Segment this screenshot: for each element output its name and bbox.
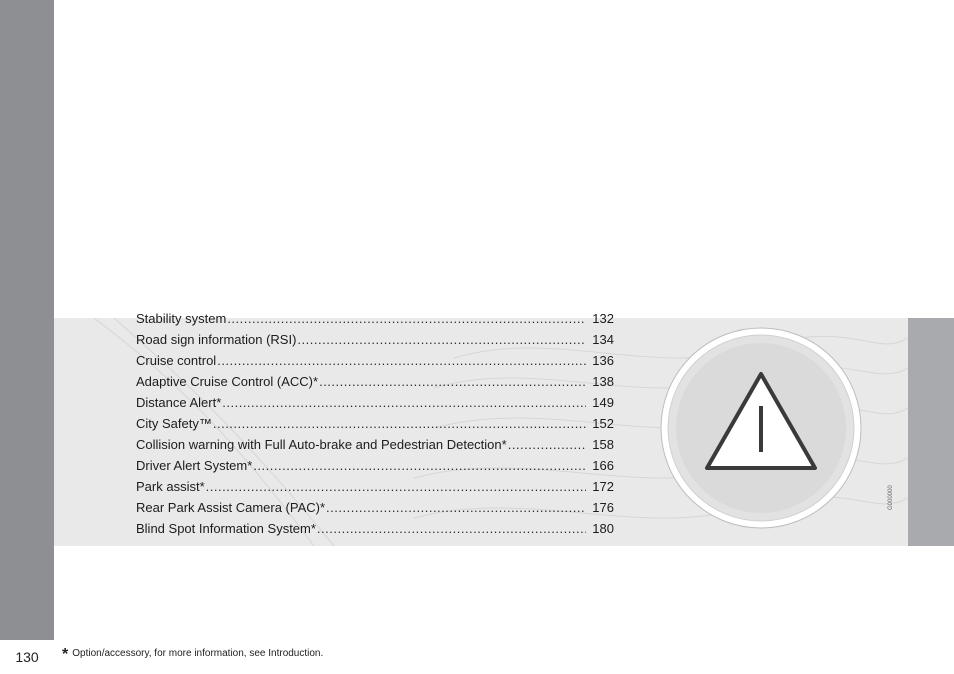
toc-entry[interactable] — [136, 455, 614, 476]
toc-title: City Safety™ — [136, 416, 212, 431]
footnote-symbol: * — [62, 646, 69, 663]
chapter-sidebar — [0, 0, 54, 674]
illustration-ref-code: G000000 — [888, 485, 894, 510]
toc-title: Stability system — [136, 311, 227, 326]
footnote-text: Option/accessory, for more information, see Introduction. — [72, 648, 324, 659]
toc-page: 158 — [592, 437, 614, 452]
toc-page: 134 — [592, 332, 614, 347]
toc-page: 138 — [592, 374, 614, 389]
toc-entry[interactable] — [136, 350, 614, 371]
toc-page: 136 — [592, 353, 614, 368]
toc-title: Rear Park Assist Camera (PAC)* — [136, 500, 326, 515]
page-number: 130 — [0, 640, 54, 674]
toc-page: 180 — [592, 521, 614, 536]
toc-title: Collision warning with Full Auto-brake and Pedestrian Detection* — [136, 437, 507, 452]
toc-entry[interactable] — [136, 413, 614, 434]
toc-page: 132 — [592, 311, 614, 326]
toc-title: Blind Spot Information System* — [136, 521, 316, 536]
warning-triangle-icon — [660, 327, 862, 529]
footnote — [62, 646, 323, 664]
chapter-tab — [908, 318, 954, 546]
toc-entry[interactable] — [136, 392, 614, 413]
toc-entry[interactable] — [136, 434, 614, 455]
toc-entry[interactable] — [136, 497, 614, 518]
toc-title: Adaptive Cruise Control (ACC)* — [136, 374, 319, 389]
toc-entry[interactable] — [136, 518, 614, 539]
toc-page: 152 — [592, 416, 614, 431]
toc-title: Road sign information (RSI) — [136, 332, 297, 347]
toc-page: 166 — [592, 458, 614, 473]
toc-title: Distance Alert* — [136, 395, 222, 410]
table-of-contents — [136, 308, 614, 539]
toc-entry[interactable] — [136, 371, 614, 392]
toc-entry[interactable] — [136, 308, 614, 329]
toc-title: Park assist* — [136, 479, 205, 494]
toc-entry[interactable] — [136, 476, 614, 497]
toc-title: Cruise control — [136, 353, 217, 368]
toc-page: 176 — [592, 500, 614, 515]
toc-title: Driver Alert System* — [136, 458, 253, 473]
toc-page: 172 — [592, 479, 614, 494]
toc-page: 149 — [592, 395, 614, 410]
toc-entry[interactable] — [136, 329, 614, 350]
